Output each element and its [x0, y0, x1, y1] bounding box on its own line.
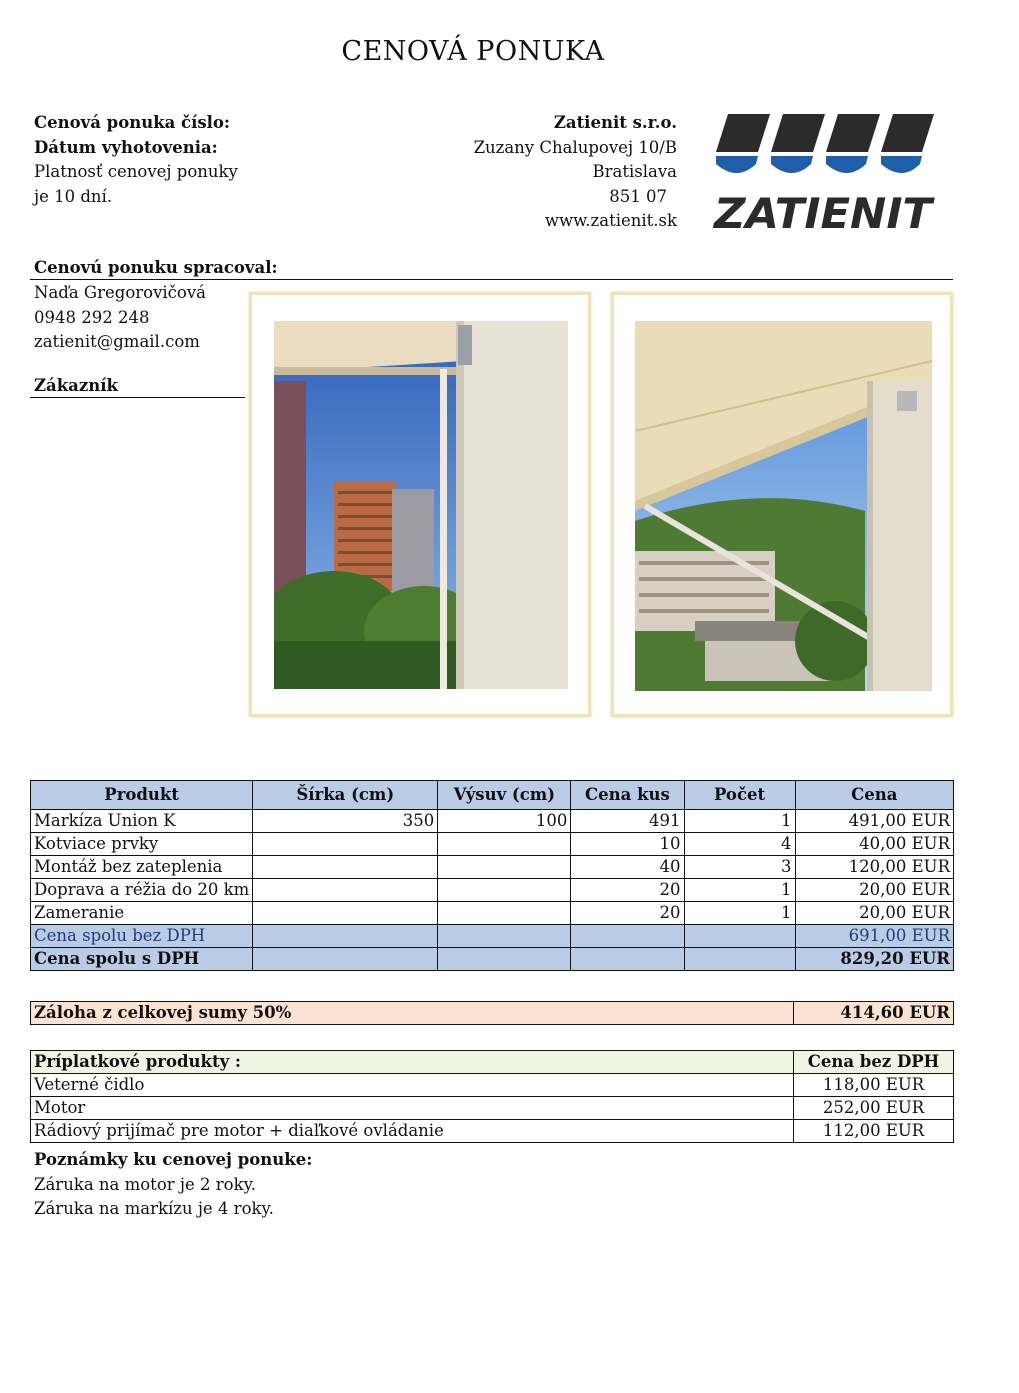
header-product: Produkt: [31, 781, 253, 810]
total-with-vat-row: [31, 948, 954, 971]
total-with-vat-value: 829,20 EUR: [795, 948, 953, 971]
row-price: 20,00 EUR: [795, 902, 953, 925]
prepared-by-name: Naďa Gregorovičová: [34, 283, 207, 302]
company-zip: 851 07: [609, 186, 667, 206]
row-quantity: 3: [684, 856, 795, 879]
header-price: Cena: [795, 781, 953, 810]
notes-label: Poznámky ku cenovej ponuke:: [34, 1150, 313, 1169]
awning-logo-icon: [712, 112, 937, 234]
header-unit-price: Cena kus: [571, 781, 684, 810]
table-row: [31, 1074, 954, 1097]
row-unit-price: 491: [571, 810, 684, 833]
extra-price: 252,00 EUR: [794, 1097, 954, 1120]
row-product: Markíza Union K: [31, 810, 253, 833]
header-quantity: Počet: [684, 781, 795, 810]
row-unit-price: 10: [571, 833, 684, 856]
offer-info: [34, 111, 334, 209]
price-table: [30, 780, 954, 971]
extras-price-header: Cena bez DPH: [794, 1051, 954, 1074]
company-web: www.zatienit.sk: [544, 211, 677, 230]
row-quantity: 1: [684, 810, 795, 833]
note-line: Záruka na markízu je 4 roky.: [34, 1199, 274, 1218]
offer-date-label: Dátum vyhotovenia:: [34, 137, 218, 157]
row-product: Montáž bez zateplenia: [31, 856, 253, 879]
total-without-vat-label: Cena spolu bez DPH: [31, 925, 253, 948]
deposit-label: Záloha z celkovej sumy 50%: [31, 1002, 794, 1025]
deposit-value: 414,60 EUR: [794, 1002, 954, 1025]
extra-price: 112,00 EUR: [794, 1120, 954, 1143]
row-quantity: 4: [684, 833, 795, 856]
extra-price: 118,00 EUR: [794, 1074, 954, 1097]
row-projection: [438, 879, 571, 902]
extra-name: Motor: [31, 1097, 794, 1120]
deposit-table: [30, 1001, 954, 1025]
row-unit-price: 40: [571, 856, 684, 879]
table-row: [31, 810, 954, 833]
offer-number-label: Cenová ponuka číslo:: [34, 113, 231, 132]
row-price: 120,00 EUR: [795, 856, 953, 879]
row-product: Kotviace prvky: [31, 833, 253, 856]
row-quantity: 1: [684, 902, 795, 925]
row-price: 20,00 EUR: [795, 879, 953, 902]
prepared-by-label: Cenovú ponuku spracoval:: [34, 258, 278, 277]
prepared-by-phone: 0948 292 248: [34, 307, 150, 327]
row-projection: [438, 833, 571, 856]
row-projection: [438, 902, 571, 925]
row-width: [253, 879, 438, 902]
table-row: [31, 1120, 954, 1143]
prepared-by-contact: [34, 281, 244, 355]
row-projection: [438, 856, 571, 879]
total-without-vat-value: 691,00 EUR: [795, 925, 953, 948]
total-without-vat-row: [31, 925, 954, 948]
row-unit-price: 20: [571, 902, 684, 925]
table-row: [31, 833, 954, 856]
section-divider: [30, 279, 953, 280]
company-name: Zatienit s.r.o.: [553, 113, 677, 132]
row-product: Doprava a réžia do 20 km: [31, 879, 253, 902]
company-city: Bratislava: [592, 162, 677, 181]
company-logo: [712, 112, 937, 234]
page-title: CENOVÁ PONUKA: [341, 36, 605, 67]
table-row: [31, 1097, 954, 1120]
row-width: [253, 902, 438, 925]
row-projection: 100: [438, 810, 571, 833]
customer-label: Zákazník: [34, 376, 118, 395]
deposit-row: [31, 1002, 954, 1025]
company-info: [400, 111, 677, 234]
row-price: 40,00 EUR: [795, 833, 953, 856]
company-street: Zuzany Chalupovej 10/B: [473, 137, 677, 157]
awning-photo-2: [635, 321, 932, 691]
extras-table: [30, 1050, 954, 1143]
notes: [34, 1148, 634, 1222]
extra-name: Rádiový prijímač pre motor + diaľkové ovládanie: [31, 1120, 794, 1143]
prepared-by-email: zatienit@gmail.com: [34, 332, 200, 351]
row-width: 350: [253, 810, 438, 833]
product-photo-frame-2: [611, 292, 953, 717]
total-with-vat-label: Cena spolu s DPH: [31, 948, 253, 971]
table-row: [31, 902, 954, 925]
customer-underline: [30, 397, 245, 398]
table-row: [31, 879, 954, 902]
awning-photo-1: [274, 321, 568, 689]
product-photo-frame-1: [249, 292, 591, 717]
logo-wordmark: ZATIENIT: [712, 189, 936, 234]
offer-validity-line1: Platnosť cenovej ponuky: [34, 162, 238, 181]
extras-header: [31, 1051, 954, 1074]
row-unit-price: 20: [571, 879, 684, 902]
extras-header-label: Príplatkové produkty :: [31, 1051, 794, 1074]
offer-validity-line2: je 10 dní.: [34, 186, 113, 206]
note-line: Záruka na motor je 2 roky.: [34, 1174, 256, 1194]
row-product: Zameranie: [31, 902, 253, 925]
table-row: [31, 856, 954, 879]
header-width: Šírka (cm): [253, 781, 438, 810]
row-price: 491,00 EUR: [795, 810, 953, 833]
price-table-header: [31, 781, 954, 810]
row-quantity: 1: [684, 879, 795, 902]
row-width: [253, 833, 438, 856]
header-projection: Výsuv (cm): [438, 781, 571, 810]
row-width: [253, 856, 438, 879]
extra-name: Veterné čidlo: [31, 1074, 794, 1097]
